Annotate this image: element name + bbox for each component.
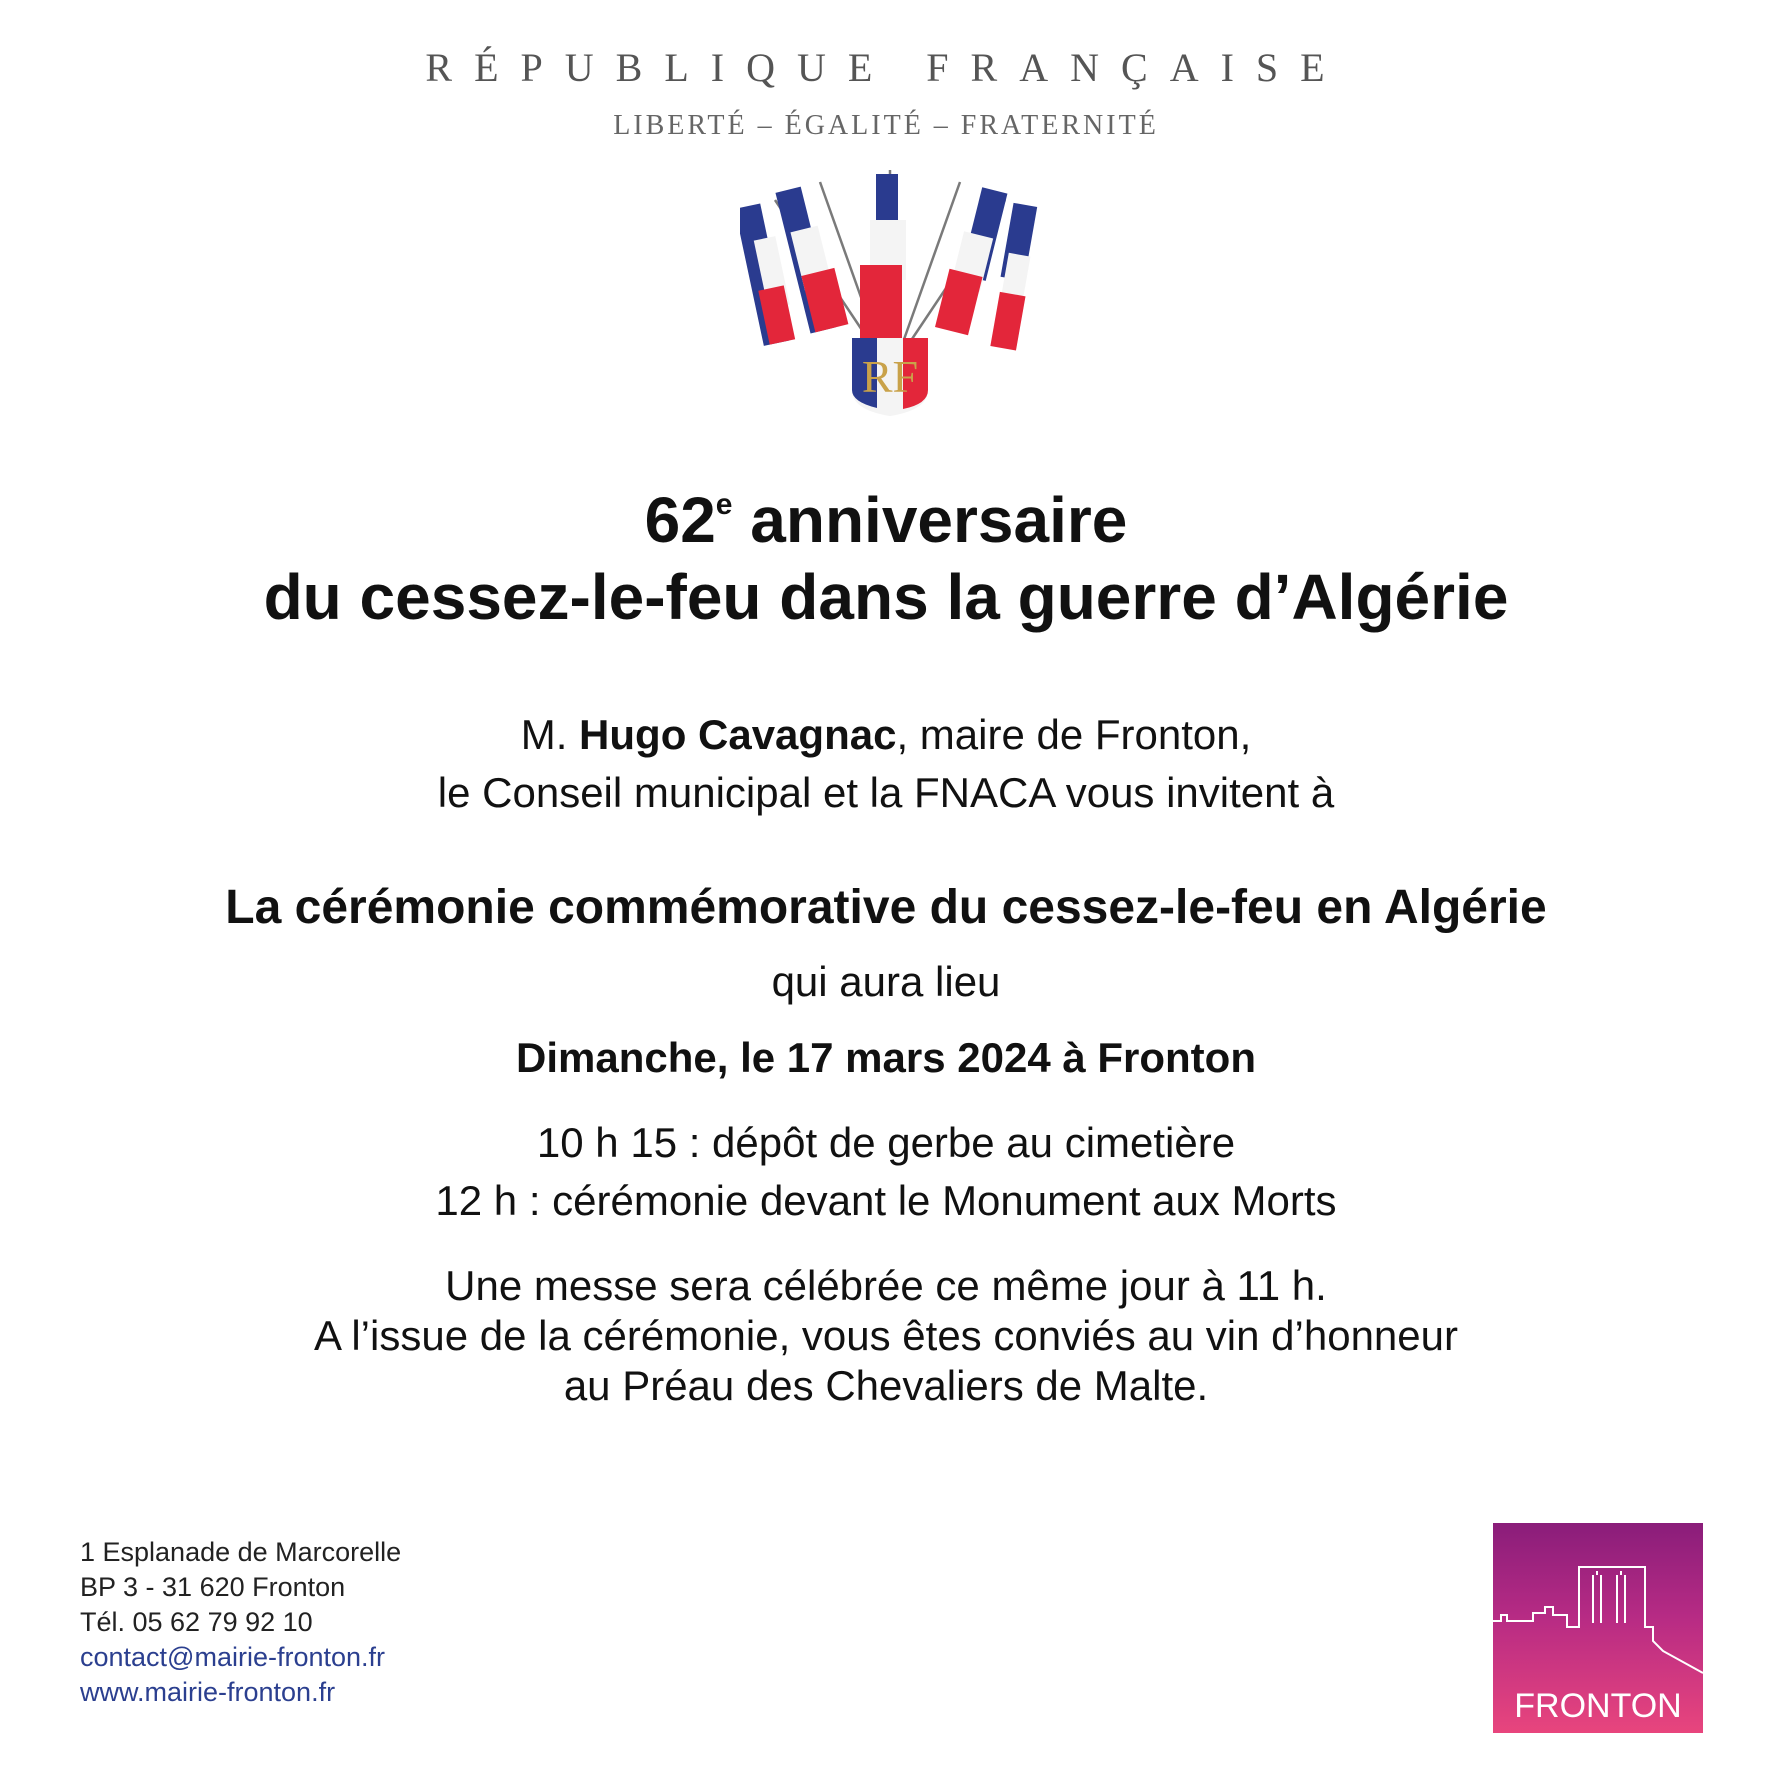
ceremony-date: Dimanche, le 17 mars 2024 à Fronton [516,1034,1256,1081]
ceremony-subtitle: qui aura lieu [771,958,1001,1005]
invitation-line2: le Conseil municipal et la FNACA vous invitent à [437,769,1335,816]
invitation-line1 [0,706,1772,764]
title-line1-rest: anniversaire [732,484,1128,556]
invitation-after-name: , maire de Fronton, [896,711,1252,758]
header-motto: LIBERTÉ – ÉGALITÉ – FRATERNITÉ [613,110,1159,141]
contact-address [80,1535,401,1710]
note-line: A l’issue de la cérémonie, vous êtes conviés au vin d’honneur [313,1312,1458,1359]
ceremony-title: La cérémonie commémorative du cessez-le-feu en Algérie [225,881,1547,934]
main-title-line2: du cessez-le-feu dans la guerre d’Algérie [263,561,1509,633]
french-flags-emblem-icon [740,160,1040,420]
email-link[interactable]: contact@mairie-fronton.fr [80,1642,386,1672]
invitation-prefix: M. [520,711,580,758]
mayor-name: Hugo Cavagnac [579,711,897,758]
logo-text: FRONTON [1514,1687,1682,1725]
schedule-item: 12 h : cérémonie devant le Monument aux Morts [435,1177,1337,1224]
svg-text:RF: RF [861,351,919,402]
note-line: au Préau des Chevaliers de Malte. [563,1362,1209,1409]
fronton-castle-logo-icon [1493,1523,1703,1733]
note-line: Une messe sera célébrée ce même jour à 11 h. [445,1262,1327,1309]
anniversary-number: 62 [644,484,716,556]
address-phone: Tél. 05 62 79 92 10 [80,1607,313,1637]
header-republic: RÉPUBLIQUE FRANÇAISE [425,45,1347,90]
address-line2: BP 3 - 31 620 Fronton [80,1572,346,1602]
main-title-line1 [0,462,1772,563]
website-link[interactable]: www.mairie-fronton.fr [80,1677,336,1707]
anniversary-suffix: e [715,488,733,521]
address-line1: 1 Esplanade de Marcorelle [80,1537,402,1567]
schedule-item: 10 h 15 : dépôt de gerbe au cimetière [536,1119,1236,1166]
